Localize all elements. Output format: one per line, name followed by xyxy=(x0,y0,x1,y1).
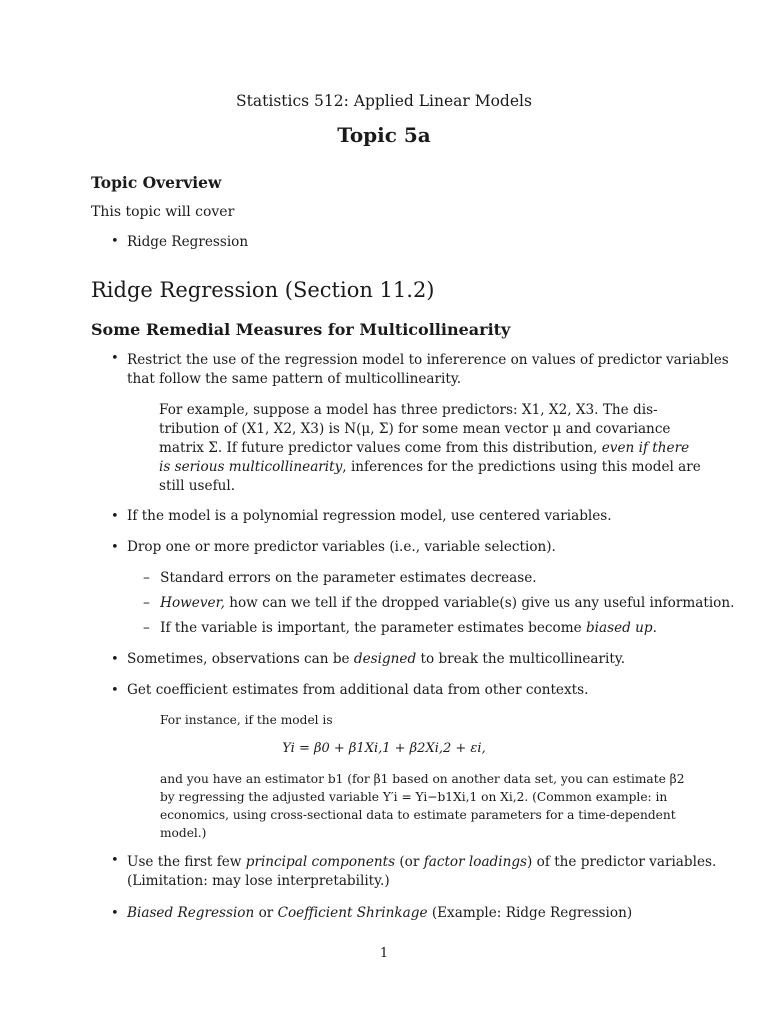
bullet-icon: • xyxy=(111,509,119,524)
overview-intro: This topic will cover xyxy=(91,204,235,220)
bullet-icon: • xyxy=(111,351,119,366)
course-title: Statistics 512: Applied Linear Models xyxy=(236,92,532,110)
bullet-icon: • xyxy=(111,652,119,667)
sub-item: – However, how can we tell if the dropped variable(s) give us any useful information. xyxy=(143,595,735,611)
example-multicollinearity: For example, suppose a model has three predictors: X1, X2, X3. The dis- tribution of (X1, X2, X3) is N(μ, Σ) for some mean vector μ and covariance matrix Σ. If future predictor values come from this distribution, even if there is serious multicollinearity, inferences for the predictions using this model are still useful. xyxy=(159,402,701,494)
bullet-additional-data: • Get coefficient estimates from additional data from other contexts. xyxy=(111,682,589,698)
sub-item: – If the variable is important, the parameter estimates become biased up. xyxy=(143,620,657,636)
dash-icon: – xyxy=(143,570,150,586)
section-heading: Ridge Regression (Section 11.2) xyxy=(91,278,435,302)
topic-title: Topic 5a xyxy=(337,123,431,147)
bullet-drop-predictors: • Drop one or more predictor variables (i.e., variable selection). xyxy=(111,539,556,555)
page-number: 1 xyxy=(379,946,389,961)
bullet-polynomial: • If the model is a polynomial regression model, use centered variables. xyxy=(111,508,612,524)
bullet-designed: • Sometimes, observations can be designed to break the multicollinearity. xyxy=(111,651,626,667)
bullet-icon: • xyxy=(111,906,119,921)
example-estimator: and you have an estimator b1 (for β1 based on another data set, you can estimate β2 by regressing the adjusted variable Y′i = Yi−b1Xi,1 on Xi,2. (Common example: in economics, using cross-sectional data to estimate parameters for a time-dependent model.) xyxy=(160,772,685,840)
bullet-principal-components: • Use the first few principal components (or factor loadings) of the predictor variables. (Limitation: may lose interpretability.) xyxy=(111,853,717,889)
bullet-icon: • xyxy=(111,234,119,249)
dash-icon: – xyxy=(143,595,150,611)
bullet-icon: • xyxy=(111,683,119,698)
example-intro: For instance, if the model is xyxy=(160,713,333,727)
regression-equation: Yi = β0 + β1Xi,1 + β2Xi,2 + εi, xyxy=(282,741,486,756)
overview-item: • Ridge Regression xyxy=(111,234,249,250)
subsection-heading: Some Remedial Measures for Multicollinearity xyxy=(91,320,511,339)
sub-item: – Standard errors on the parameter estimates decrease. xyxy=(143,570,537,586)
bullet-restrict: • Restrict the use of the regression model to infererence on values of predictor variables that follow the same pattern of multicollinearity. xyxy=(111,351,729,387)
bullet-icon: • xyxy=(111,853,119,868)
bullet-biased-regression: • Biased Regression or Coefficient Shrinkage (Example: Ridge Regression) xyxy=(111,905,633,921)
dash-icon: – xyxy=(143,620,150,636)
overview-heading: Topic Overview xyxy=(91,173,222,192)
bullet-icon: • xyxy=(111,540,119,555)
